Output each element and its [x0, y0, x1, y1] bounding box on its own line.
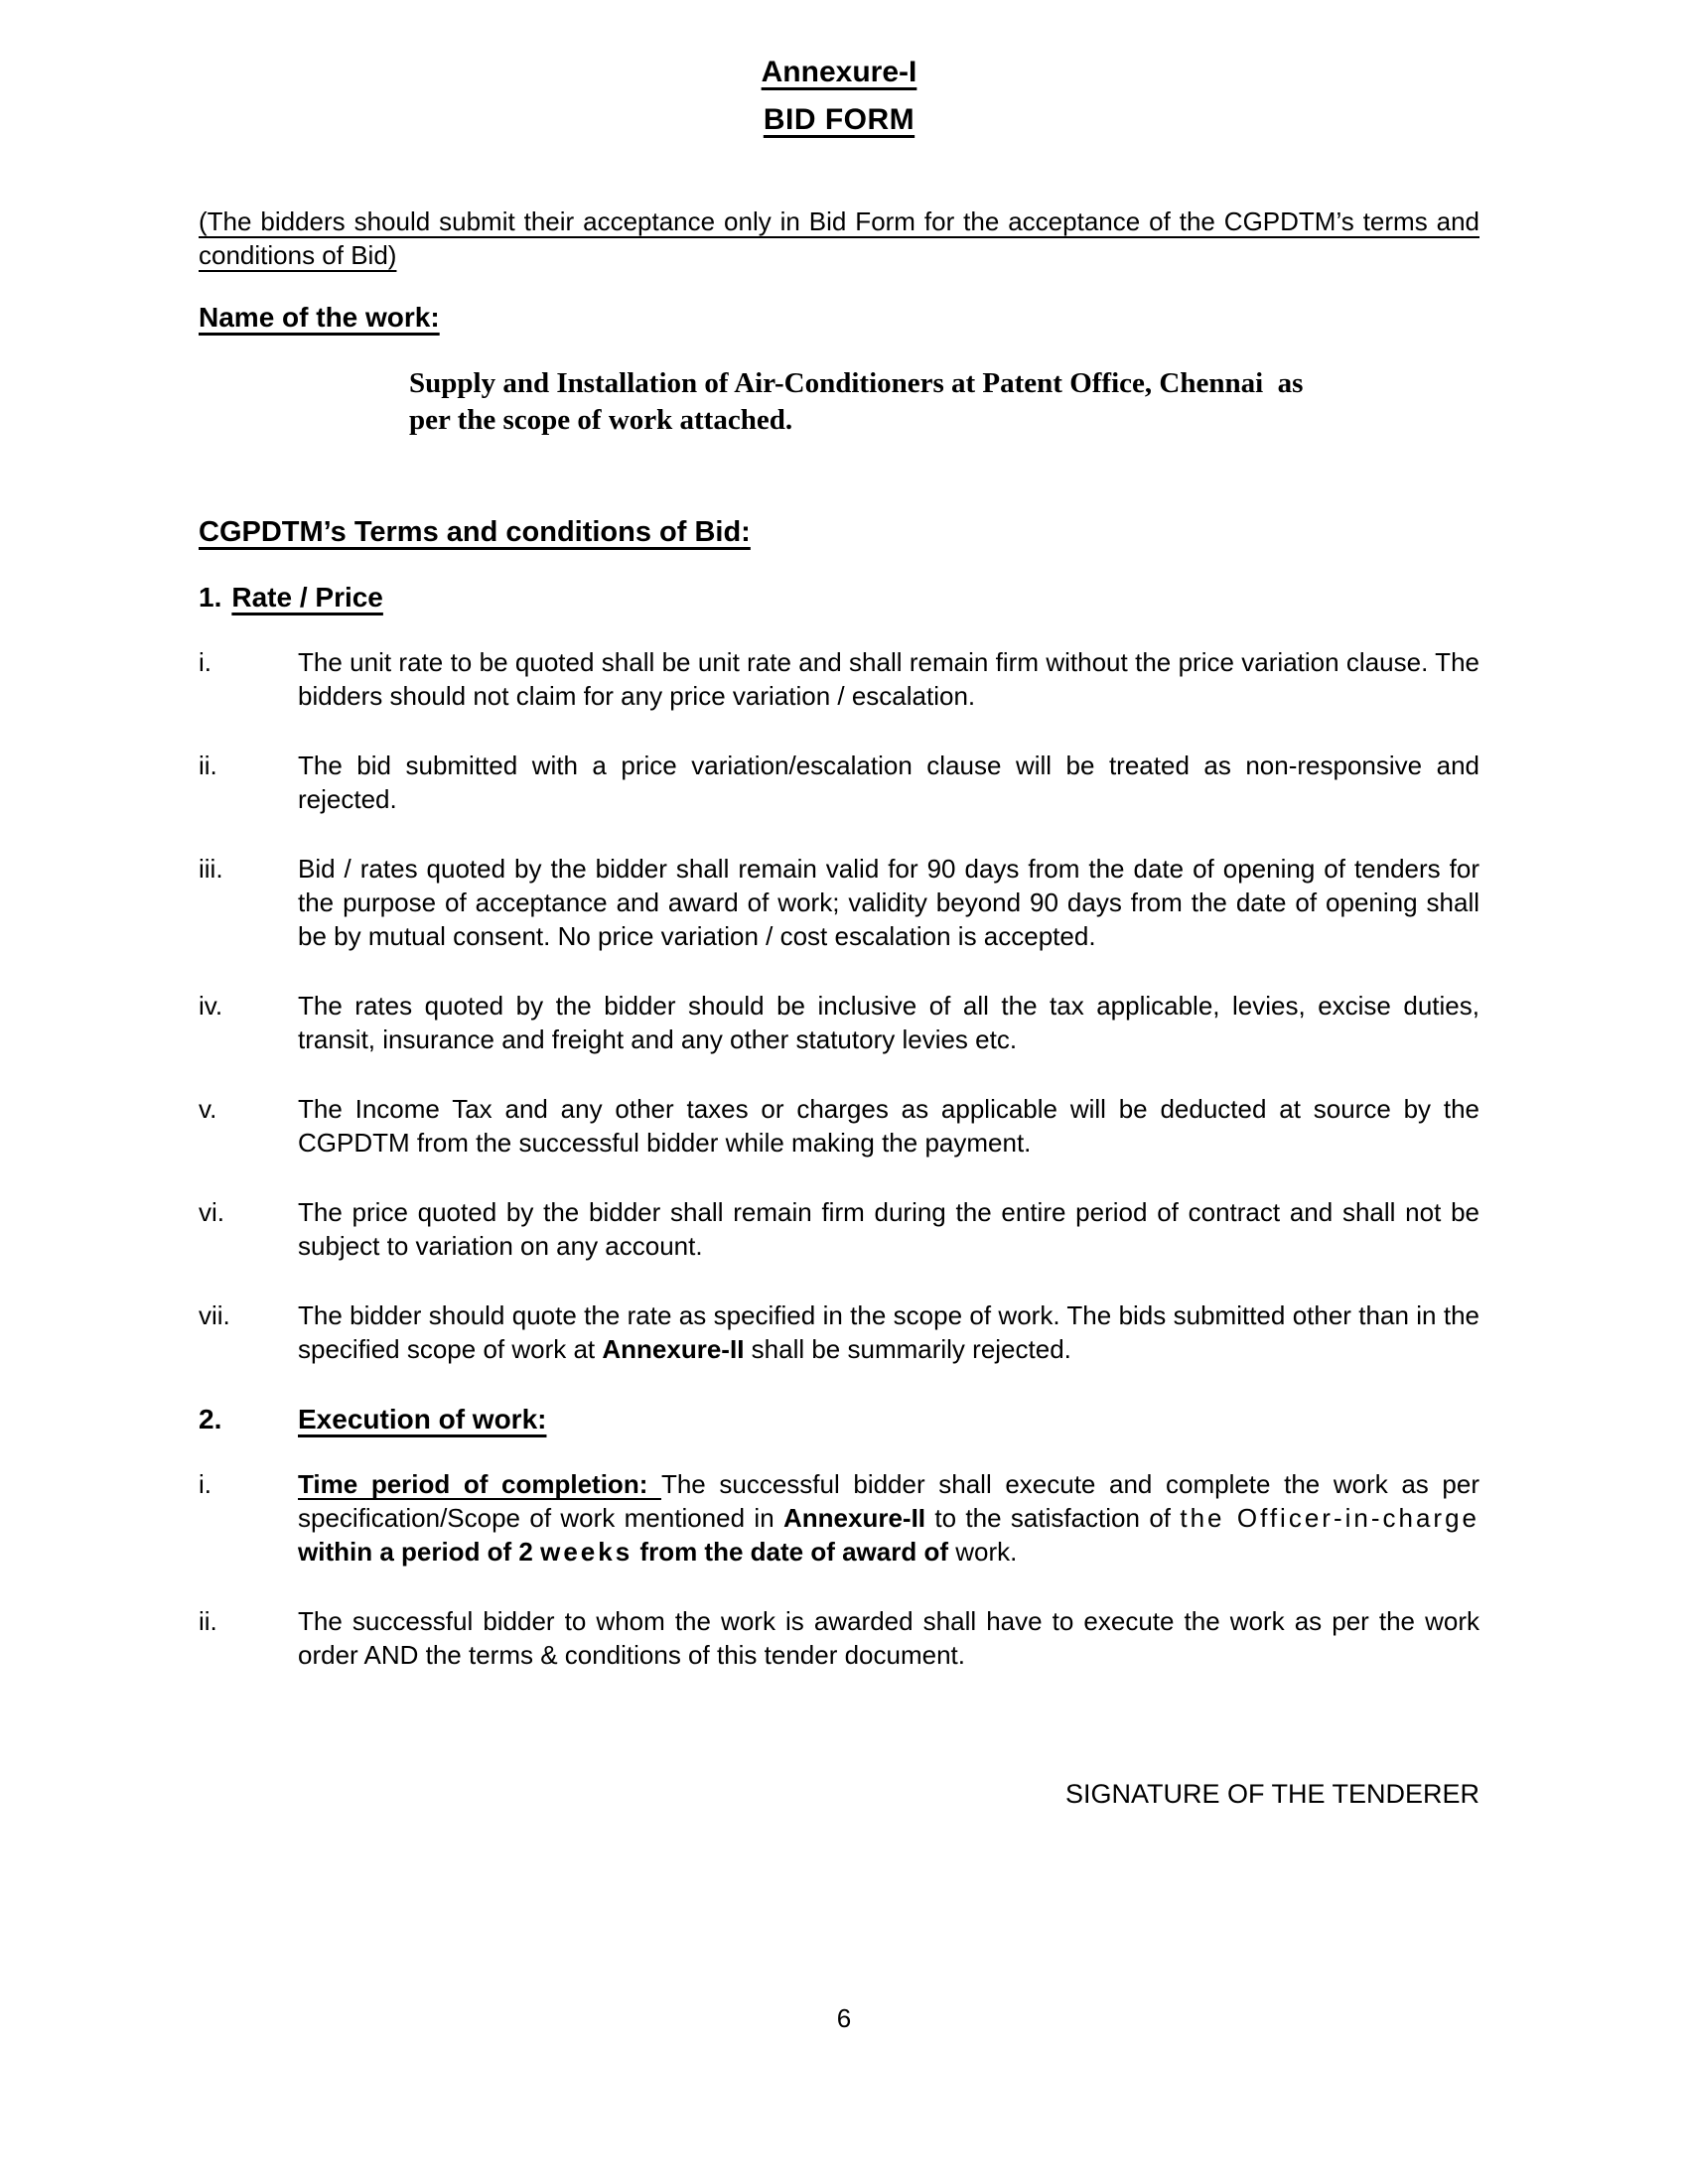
section-2-number: 2.	[199, 1404, 222, 1434]
section-2-title: Execution of work:	[298, 1404, 547, 1434]
item-numeral: ii.	[199, 751, 217, 780]
item-numeral: i.	[199, 1469, 211, 1499]
item-text: The bid submitted with a price variation/escalation clause will be treated as non-responsive and rejected.	[298, 751, 1479, 814]
section-1-heading	[199, 580, 1479, 615]
section-1-number: 1.	[199, 582, 222, 613]
page-number: 6	[836, 2003, 852, 2033]
work-name-line: per the scope of work attached.	[409, 404, 793, 436]
list-item	[199, 1092, 1479, 1160]
list-item	[199, 1195, 1479, 1263]
list-item	[199, 645, 1479, 713]
work-name-line: Supply and Installation of Air-Conditioners at Patent Office, Chennai as	[409, 367, 1304, 399]
item-numeral: vii.	[199, 1300, 230, 1330]
item-numeral: iv.	[199, 991, 223, 1021]
list-item	[199, 749, 1479, 816]
item-text: The successful bidder to whom the work is awarded shall have to execute the work as per the work order AND the terms & conditions of this tender document.	[298, 1606, 1479, 1670]
item-numeral: iii.	[199, 854, 223, 884]
item-numeral: ii.	[199, 1606, 217, 1636]
section1-items	[199, 645, 1479, 1366]
name-of-work-heading: Name of the work:	[199, 302, 440, 333]
list-item	[199, 989, 1479, 1056]
intro-paragraph: (The bidders should submit their acceptance only in Bid Form for the acceptance of the CGPDTM’s terms and conditions of Bid)	[199, 206, 1479, 270]
item-text: The bidder should quote the rate as specified in the scope of work. The bids submitted other than in the specified scope of work at Annexure-II shall be summarily rejected.	[298, 1300, 1479, 1364]
signature-line: SIGNATURE OF THE TENDERER	[1064, 1779, 1479, 1809]
annexure-label: Annexure-I	[761, 56, 917, 88]
item-numeral: vi.	[199, 1197, 224, 1227]
item-text: Bid / rates quoted by the bidder shall remain valid for 90 days from the date of opening of tenders for the purpose of acceptance and award of work; validity beyond 90 days from the date of opening shall be by mutual consent. No price variation / cost escalation is accepted.	[298, 854, 1479, 951]
item-text: The rates quoted by the bidder should be inclusive of all the tax applicable, levies, excise duties, transit, insurance and freight and any other statutory levies etc.	[298, 991, 1479, 1054]
section2-items	[199, 1467, 1479, 1672]
item-text: The Income Tax and any other taxes or charges as applicable will be deducted at source by the CGPDTM from the successful bidder while making the payment.	[298, 1094, 1479, 1158]
list-item	[199, 1467, 1479, 1569]
section-2-heading	[199, 1402, 1479, 1437]
page-title: BID FORM	[763, 103, 915, 136]
list-item	[199, 1604, 1479, 1672]
section-1-title: Rate / Price	[231, 582, 383, 613]
list-item	[199, 852, 1479, 953]
item-numeral: v.	[199, 1094, 217, 1124]
item-text: The unit rate to be quoted shall be unit rate and shall remain firm without the price variation clause. The bidders should not claim for any price variation / escalation.	[298, 647, 1479, 711]
item-numeral: i.	[199, 647, 211, 677]
terms-heading: CGPDTM’s Terms and conditions of Bid:	[199, 516, 751, 548]
item-text: Time period of completion: The successful bidder shall execute and complete the work as per specification/Scope of work mentioned in Annexure-II to the satisfaction of the Officer-in-charge within a period of 2 weeks from the date of award of work.	[298, 1469, 1479, 1567]
item-text: The price quoted by the bidder shall remain firm during the entire period of contract and shall not be subject to variation on any account.	[298, 1197, 1479, 1261]
list-item	[199, 1298, 1479, 1366]
work-name	[409, 365, 1479, 439]
